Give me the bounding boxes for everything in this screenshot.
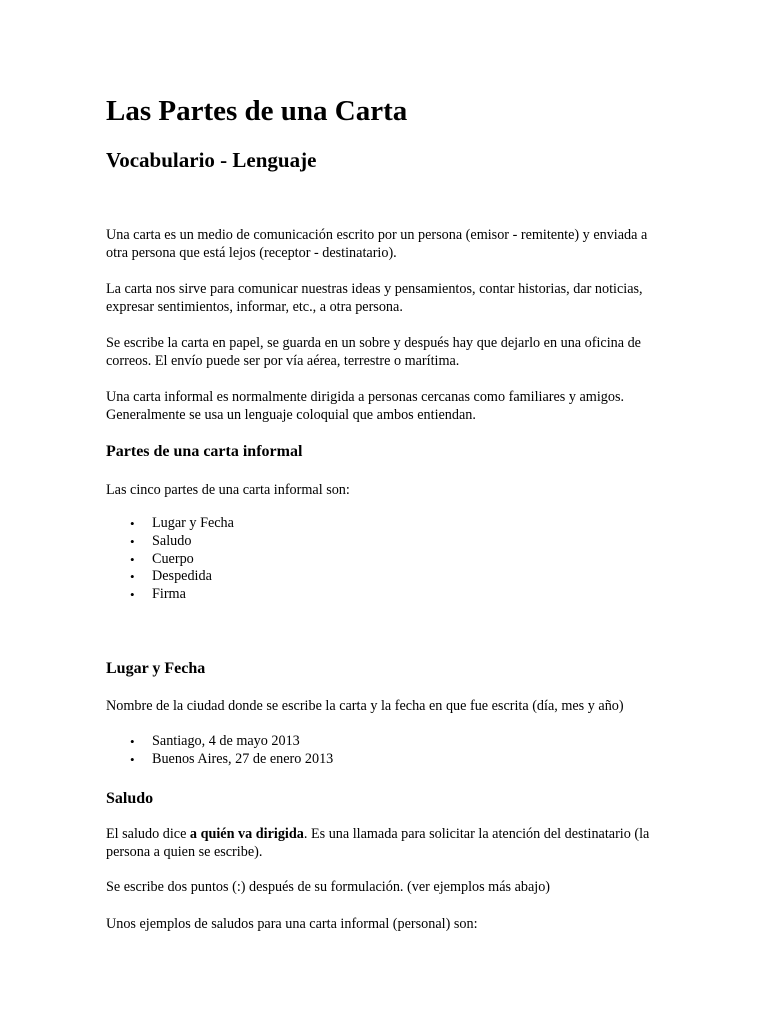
intro-paragraph-1: Una carta es un medio de comunicación escrito por un persona (emisor - remitente) y enviada a otra persona que está lejos (receptor - destinatario). (106, 227, 648, 261)
intro-paragraph-2: La carta nos sirve para comunicar nuestras ideas y pensamientos, contar historias, dar noticias, expresar sentimientos, informar, etc., a otra persona. (106, 281, 643, 315)
list-item: • Buenos Aires, 27 de enero 2013 (106, 751, 333, 769)
saludo-text-before: El saludo dice (106, 826, 190, 842)
section-heading-partes: Partes de una carta informal (106, 443, 303, 460)
partes-lead: Las cinco partes de una carta informal son: (106, 482, 350, 498)
saludo-paragraph-1 (106, 825, 666, 861)
saludo-text-after: . Es una llamada para solicitar la atención del destinatario (la persona a quien se escribe). (106, 826, 650, 860)
list-item: • Firma (106, 586, 234, 604)
saludo-paragraph-3: Unos ejemplos de saludos para una carta informal (personal) son: (106, 916, 478, 932)
intro-paragraph-4: Una carta informal es normalmente dirigida a personas cercanas como familiares y amigos. Generalmente se usa un lenguaje coloquial que ambos entiendan. (106, 389, 625, 423)
lugar-fecha-text: Nombre de la ciudad donde se escribe la carta y la fecha en que fue escrita (día, mes y año) (106, 698, 624, 714)
list-item: • Lugar y Fecha (106, 515, 234, 533)
section-heading-saludo: Saludo (106, 790, 154, 807)
page-title: Las Partes de una Carta (106, 95, 408, 127)
section-heading-lugar-fecha: Lugar y Fecha (106, 660, 206, 677)
saludo-paragraph-2: Se escribe dos puntos (:) después de su formulación. (ver ejemplos más abajo) (106, 879, 551, 895)
list-item: • Despedida (106, 568, 234, 586)
lugar-fecha-examples (106, 733, 333, 769)
intro-paragraph-3: Se escribe la carta en papel, se guarda en un sobre y después hay que dejarlo en una oficina de correos. El envío puede ser por vía aérea, terrestre o marítima. (106, 335, 641, 369)
list-item: • Santiago, 4 de mayo 2013 (106, 733, 333, 751)
partes-list (106, 515, 234, 604)
saludo-emphasis: a quién va dirigida (189, 826, 304, 842)
list-item: • Saludo (106, 533, 234, 551)
page-subtitle: Vocabulario - Lenguaje (106, 148, 317, 172)
list-item: • Cuerpo (106, 551, 234, 569)
